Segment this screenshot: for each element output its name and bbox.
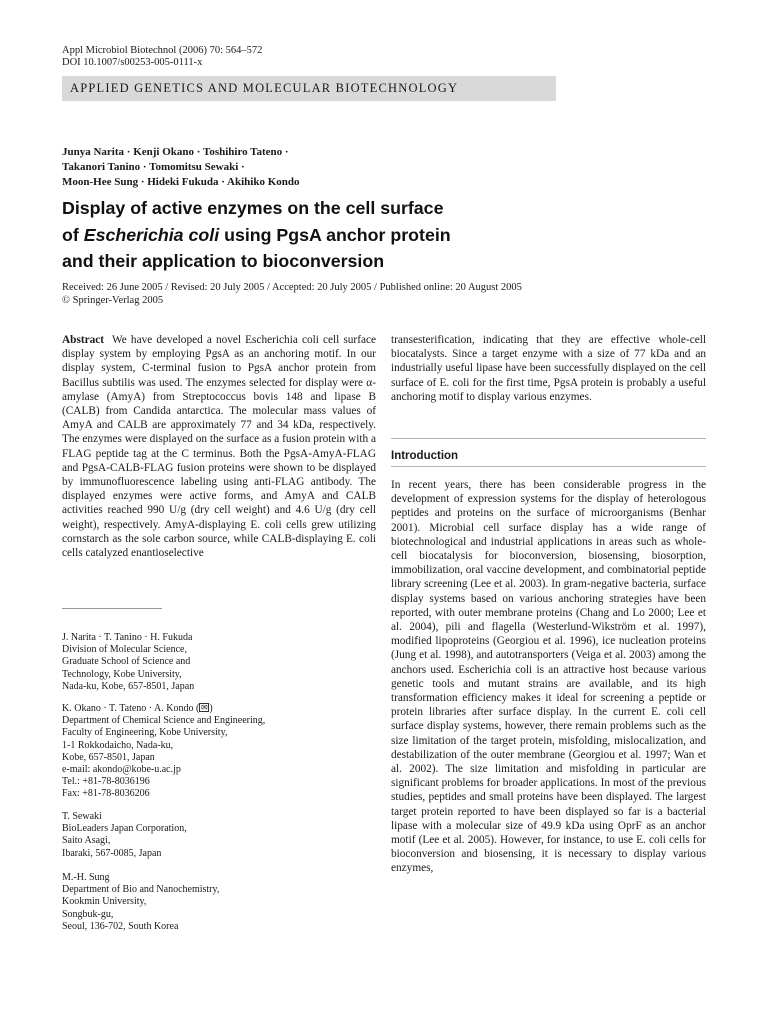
article-dates [62, 282, 522, 307]
abstract-text-cont: transesterification, indicating that they are effective whole-cell biocatalysts. Since a target enzyme with a size of 77 kDa and an industrially useful lipase have been successfully displayed on the cell surface of E. coli for the first time, PgsA protein is probably a useful anchoring motif to display various enzymes. [391, 334, 706, 403]
affiliation-names: K. Okano · T. Tateno · A. Kondo ( ✉ ) [62, 703, 213, 714]
title-text: using PgsA anchor protein [219, 224, 451, 245]
affiliation-names-text: K. Okano · T. Tateno · A. Kondo ( [62, 703, 200, 714]
title-line-3: and their application to bioconversion [62, 251, 385, 271]
affiliation-line: Department of Bio and Nanochemistry, [62, 884, 220, 896]
copyright-line: © Springer-Verlag 2005 [62, 294, 164, 306]
affiliation-block [62, 632, 362, 693]
section-label: APPLIED GENETICS AND MOLECULAR BIOTECHNOLOGY [70, 81, 459, 95]
journal-header [62, 45, 262, 69]
section-divider [391, 438, 706, 439]
affiliation-block [62, 703, 362, 801]
affiliation-line: Songbuk-gu, [62, 908, 114, 920]
affiliation-line: Division of Molecular Science, [62, 644, 187, 656]
introduction-body: In recent years, there has been considerable progress in the development of expression systems for the display of heterologous peptides and proteins on the surface of microorganisms (Benhar 2001). Microbial cell surface display has a wide range of biotechnological and industrial applications in areas such as whole-cell biocatalysis for bioconversion, biosensing, biosorption, immobilization, oral vaccine development, and combinatorial peptide library screening (Lee et al. 2003). In gram-negative bacteria, surface display systems based on various anchoring strategies have been reported, with outer membrane proteins (Chang and Lo 2000; Lee et al. 2004), pili and flagella (Westerlund-Wikström et al. 1997), modified lipoproteins (Georgiou et al. 1996), ice nucleation proteins (Jung et al. 1998), and autotransporters (Veiga et al. 2003) among the anchors used. Escherichia coli is an attractive host because various genetic tools and mutant strains are available, and its high transformation efficiency makes it ideal for screening a peptide or protein libraries after surface display. In the current E. coli cell surface display systems, however, there remain problems such as the size limitation of the target protein, misfolding, mislocalization, and destabilization of the outer membrane (Georgiou et al. 1997; Wan et al. 2002). The size limitation and misfolding in particular are significant problems for broader applications. In most of the previous studies, peptides and small proteins have been displayed. The largest target protein reported to have been displayed so far is a bacterial lipase with a molecular size of 49.9 kDa using OprF as an anchor motif (Lee et al. 2005). However, for instance, to use E. coli cells for bioconversion and biosensing, it is necessary to display various enzymes, [391, 479, 706, 875]
affiliation-line: 1-1 Rokkodaicho, Nada-ku, [62, 739, 174, 751]
abstract-text: We have developed a novel Escherichia coli cell surface display system by employing PgsA as an anchoring motif. In our display system, C-terminal fusion to PgsA anchor protein from Bacillus subtilis was used. The enzymes selected for display were α-amylase (AmyA) from Streptococcus bovis 148 and lipase B (CALB) from Candida antarctica. The molecular mass values of AmyA and CALB are approximately 77 and 34 kDa, respectively. The enzymes were displayed on the surface as a fusion protein with a FLAG peptide tag at the C terminus. Both the PgsA-AmyA-FLAG and PgsA-CALB-FLAG fusion proteins were shown to be displayed by immunofluorescence labeling using anti-FLAG antibody. The displayed enzymes were active forms, and AmyA and CALB activities reached 990 U/g (dry cell weight) and 4.6 U/g (dry cell weight), respectively. AmyA-displaying E. coli cells grew utilizing cornstarch as the sole carbon source, while CALB-displaying E. coli cells catalyzed enantioselective [62, 334, 376, 560]
author-list [62, 145, 300, 190]
affiliation-line: Nada-ku, Kobe, 657-8501, Japan [62, 680, 195, 692]
affiliation-names: J. Narita · T. Tanino · H. Fukuda [62, 632, 193, 643]
title-text: of [62, 224, 84, 245]
introduction-heading: Introduction [391, 450, 459, 462]
abstract-heading: Abstract [62, 334, 105, 346]
affiliation-line: Kookmin University, [62, 896, 147, 908]
affiliation-line: Saito Asagi, [62, 835, 111, 847]
title-line-1: Display of active enzymes on the cell surface [62, 198, 444, 218]
abstract-left [62, 333, 376, 560]
affiliation-names: M.-H. Sung [62, 872, 110, 883]
affiliation-line: Ibaraki, 567-0085, Japan [62, 847, 162, 859]
author-line: Takanori Tanino · Tomomitsu Sewaki · [62, 161, 245, 173]
contact-phone: Tel.: +81-78-8036196 [62, 776, 150, 788]
affiliation-line: Department of Chemical Science and Engineering, [62, 715, 266, 727]
contact-fax: Fax: +81-78-8036206 [62, 788, 150, 800]
date-history: Received: 26 June 2005 / Revised: 20 July 2005 / Accepted: 20 July 2005 / Published online: 20 August 2005 [62, 282, 522, 293]
title-species: Escherichia coli [83, 224, 220, 245]
section-band [62, 76, 556, 101]
abstract-right [391, 333, 706, 404]
journal-doi: DOI 10.1007/s00253-005-0111-x [62, 57, 203, 68]
affiliation-line: BioLeaders Japan Corporation, [62, 823, 187, 835]
section-divider [391, 466, 706, 467]
journal-citation: Appl Microbiol Biotechnol (2006) 70: 564–572 [62, 45, 263, 56]
title-line-2 [62, 222, 532, 249]
author-line: Junya Narita · Kenji Okano · Toshihiro Tateno · [62, 146, 289, 158]
affiliation-block [62, 872, 362, 933]
affiliation-line: Technology, Kobe University, [62, 668, 182, 680]
affiliation-names: T. Sewaki [62, 811, 102, 822]
author-line: Moon-Hee Sung · Hideki Fukuda · Akihiko Kondo [62, 176, 300, 188]
contact-email[interactable]: e-mail: akondo@kobe-u.ac.jp [62, 764, 181, 776]
affiliation-line: Faculty of Engineering, Kobe University, [62, 727, 228, 739]
paper-title [62, 195, 532, 275]
footnote-rule [62, 608, 162, 609]
affiliation-line: Seoul, 136-702, South Korea [62, 920, 179, 932]
envelope-icon: ✉ [200, 703, 208, 712]
affiliation-line: Kobe, 657-8501, Japan [62, 751, 155, 763]
affiliation-block [62, 811, 362, 860]
affiliation-line: Graduate School of Science and [62, 656, 191, 668]
